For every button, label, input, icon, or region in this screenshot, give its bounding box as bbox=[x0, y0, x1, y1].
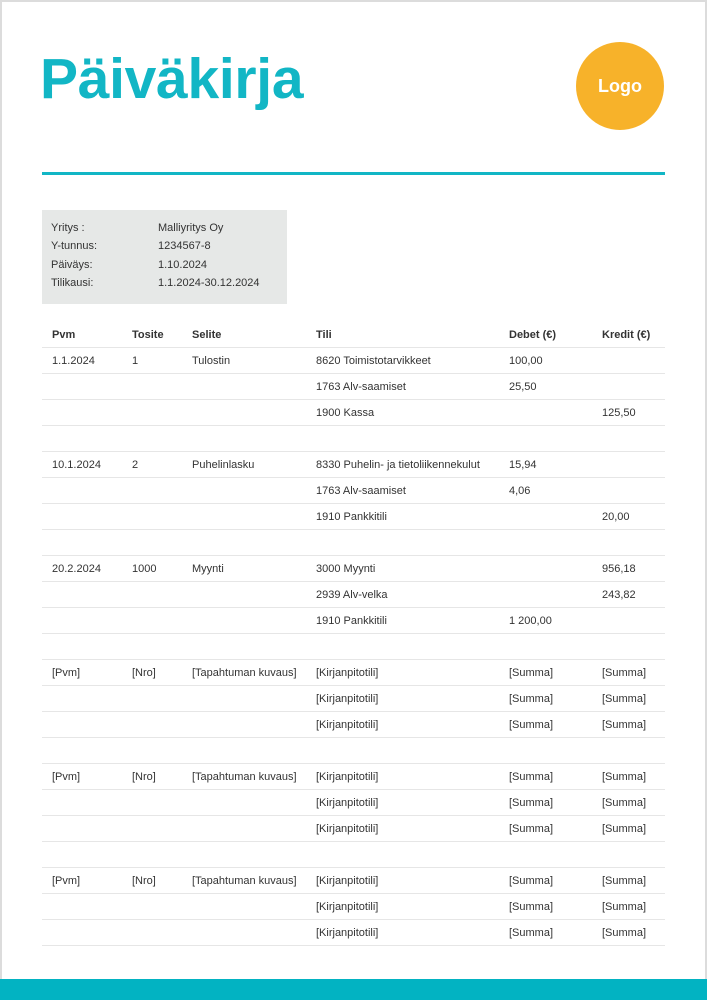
table-row bbox=[42, 816, 665, 842]
cell-pvm: 10.1.2024 bbox=[52, 459, 101, 471]
cell-kredit: [Summa] bbox=[602, 927, 647, 939]
table-spacer-row bbox=[42, 634, 665, 660]
table-spacer-row bbox=[42, 426, 665, 452]
table-row bbox=[42, 556, 665, 582]
cell-debet: [Summa] bbox=[509, 823, 554, 835]
cell-selite: Puhelinlasku bbox=[192, 459, 255, 471]
table-row bbox=[42, 374, 665, 400]
cell-debet: [Summa] bbox=[509, 901, 554, 913]
column-header-debet: Debet (€) bbox=[509, 329, 557, 341]
cell-tili: 1910 Pankkitili bbox=[316, 615, 387, 627]
info-label: Yritys : bbox=[51, 222, 85, 234]
table-header-row bbox=[42, 322, 665, 348]
cell-kredit: 243,82 bbox=[602, 589, 636, 601]
cell-tili: 1910 Pankkitili bbox=[316, 511, 387, 523]
table-spacer-row bbox=[42, 842, 665, 868]
info-row-fiscal-period bbox=[42, 274, 287, 292]
cell-tili: 1900 Kassa bbox=[316, 407, 375, 419]
cell-kredit: [Summa] bbox=[602, 667, 647, 679]
cell-kredit: [Summa] bbox=[602, 719, 647, 731]
cell-tili: [Kirjanpitotili] bbox=[316, 797, 379, 809]
cell-debet: [Summa] bbox=[509, 927, 554, 939]
column-header-kredit: Kredit (€) bbox=[602, 329, 651, 341]
info-label: Tilikausi: bbox=[51, 277, 94, 289]
cell-debet: 15,94 bbox=[509, 459, 537, 471]
cell-tili: [Kirjanpitotili] bbox=[316, 771, 379, 783]
cell-pvm: [Pvm] bbox=[52, 875, 81, 887]
cell-tili: 8330 Puhelin- ja tietoliikennekulut bbox=[316, 459, 480, 471]
info-value: 1.1.2024-30.12.2024 bbox=[158, 277, 260, 289]
table-row bbox=[42, 348, 665, 374]
table-row bbox=[42, 504, 665, 530]
info-row-company bbox=[42, 219, 287, 237]
column-header-selite: Selite bbox=[192, 329, 222, 341]
cell-debet: [Summa] bbox=[509, 875, 554, 887]
cell-pvm: 1.1.2024 bbox=[52, 355, 95, 367]
cell-pvm: [Pvm] bbox=[52, 667, 81, 679]
footer-bar bbox=[0, 979, 707, 1000]
cell-pvm: [Pvm] bbox=[52, 771, 81, 783]
cell-selite: Myynti bbox=[192, 563, 224, 575]
cell-debet: 1 200,00 bbox=[509, 615, 552, 627]
cell-tili: [Kirjanpitotili] bbox=[316, 875, 379, 887]
info-label: Y-tunnus: bbox=[51, 240, 98, 252]
cell-selite: Tulostin bbox=[192, 355, 231, 367]
info-row-business-id bbox=[42, 237, 287, 255]
cell-tili: 2939 Alv-velka bbox=[316, 589, 388, 601]
company-info-box bbox=[42, 210, 287, 304]
table-row bbox=[42, 764, 665, 790]
table-row bbox=[42, 608, 665, 634]
cell-tili: 1763 Alv-saamiset bbox=[316, 485, 406, 497]
table-spacer-row bbox=[42, 946, 665, 972]
logo bbox=[576, 42, 664, 130]
cell-selite: [Tapahtuman kuvaus] bbox=[192, 667, 297, 679]
info-label: Päiväys: bbox=[51, 259, 93, 271]
cell-selite: [Tapahtuman kuvaus] bbox=[192, 875, 297, 887]
cell-debet: 4,06 bbox=[509, 485, 531, 497]
info-row-date bbox=[42, 256, 287, 274]
page-title: Päiväkirja bbox=[40, 47, 304, 111]
table-spacer-row bbox=[42, 738, 665, 764]
cell-tosite: 1 bbox=[132, 355, 139, 367]
cell-tosite: [Nro] bbox=[132, 771, 156, 783]
table-row bbox=[42, 868, 665, 894]
cell-kredit: [Summa] bbox=[602, 771, 647, 783]
table-row bbox=[42, 712, 665, 738]
table-row bbox=[42, 582, 665, 608]
cell-debet: [Summa] bbox=[509, 719, 554, 731]
table-spacer-row bbox=[42, 530, 665, 556]
cell-tili: 8620 Toimistotarvikkeet bbox=[316, 355, 431, 367]
cell-debet: [Summa] bbox=[509, 693, 554, 705]
cell-tili: 1763 Alv-saamiset bbox=[316, 381, 406, 393]
cell-tili: [Kirjanpitotili] bbox=[316, 667, 379, 679]
cell-kredit: [Summa] bbox=[602, 693, 647, 705]
cell-tosite: 2 bbox=[132, 459, 139, 471]
cell-debet: [Summa] bbox=[509, 667, 554, 679]
cell-tosite: [Nro] bbox=[132, 667, 156, 679]
cell-kredit: [Summa] bbox=[602, 797, 647, 809]
cell-tosite: 1000 bbox=[132, 563, 157, 575]
table-row bbox=[42, 790, 665, 816]
table-body bbox=[42, 348, 665, 972]
cell-tili: [Kirjanpitotili] bbox=[316, 719, 379, 731]
header-divider bbox=[42, 172, 665, 175]
cell-debet: [Summa] bbox=[509, 797, 554, 809]
cell-kredit: 956,18 bbox=[602, 563, 636, 575]
column-header-pvm: Pvm bbox=[52, 329, 76, 341]
table-row bbox=[42, 920, 665, 946]
table-row bbox=[42, 686, 665, 712]
table-row bbox=[42, 894, 665, 920]
info-value: 1234567-8 bbox=[158, 240, 211, 252]
info-value: 1.10.2024 bbox=[158, 259, 207, 271]
cell-tili: [Kirjanpitotili] bbox=[316, 693, 379, 705]
journal-table bbox=[42, 322, 665, 972]
cell-kredit: 20,00 bbox=[602, 511, 630, 523]
cell-tosite: [Nro] bbox=[132, 875, 156, 887]
cell-selite: [Tapahtuman kuvaus] bbox=[192, 771, 297, 783]
table-row bbox=[42, 660, 665, 686]
info-value: Malliyritys Oy bbox=[158, 222, 224, 234]
table-row bbox=[42, 478, 665, 504]
cell-tili: [Kirjanpitotili] bbox=[316, 823, 379, 835]
logo-text: Logo bbox=[598, 75, 642, 96]
table-row bbox=[42, 452, 665, 478]
cell-pvm: 20.2.2024 bbox=[52, 563, 101, 575]
cell-tili: [Kirjanpitotili] bbox=[316, 901, 379, 913]
table-row bbox=[42, 400, 665, 426]
cell-kredit: [Summa] bbox=[602, 875, 647, 887]
cell-debet: 100,00 bbox=[509, 355, 543, 367]
cell-kredit: [Summa] bbox=[602, 823, 647, 835]
column-header-tosite: Tosite bbox=[132, 329, 164, 341]
cell-kredit: 125,50 bbox=[602, 407, 636, 419]
column-header-tili: Tili bbox=[316, 329, 332, 341]
cell-kredit: [Summa] bbox=[602, 901, 647, 913]
cell-tili: 3000 Myynti bbox=[316, 563, 376, 575]
cell-debet: 25,50 bbox=[509, 381, 537, 393]
cell-tili: [Kirjanpitotili] bbox=[316, 927, 379, 939]
cell-debet: [Summa] bbox=[509, 771, 554, 783]
